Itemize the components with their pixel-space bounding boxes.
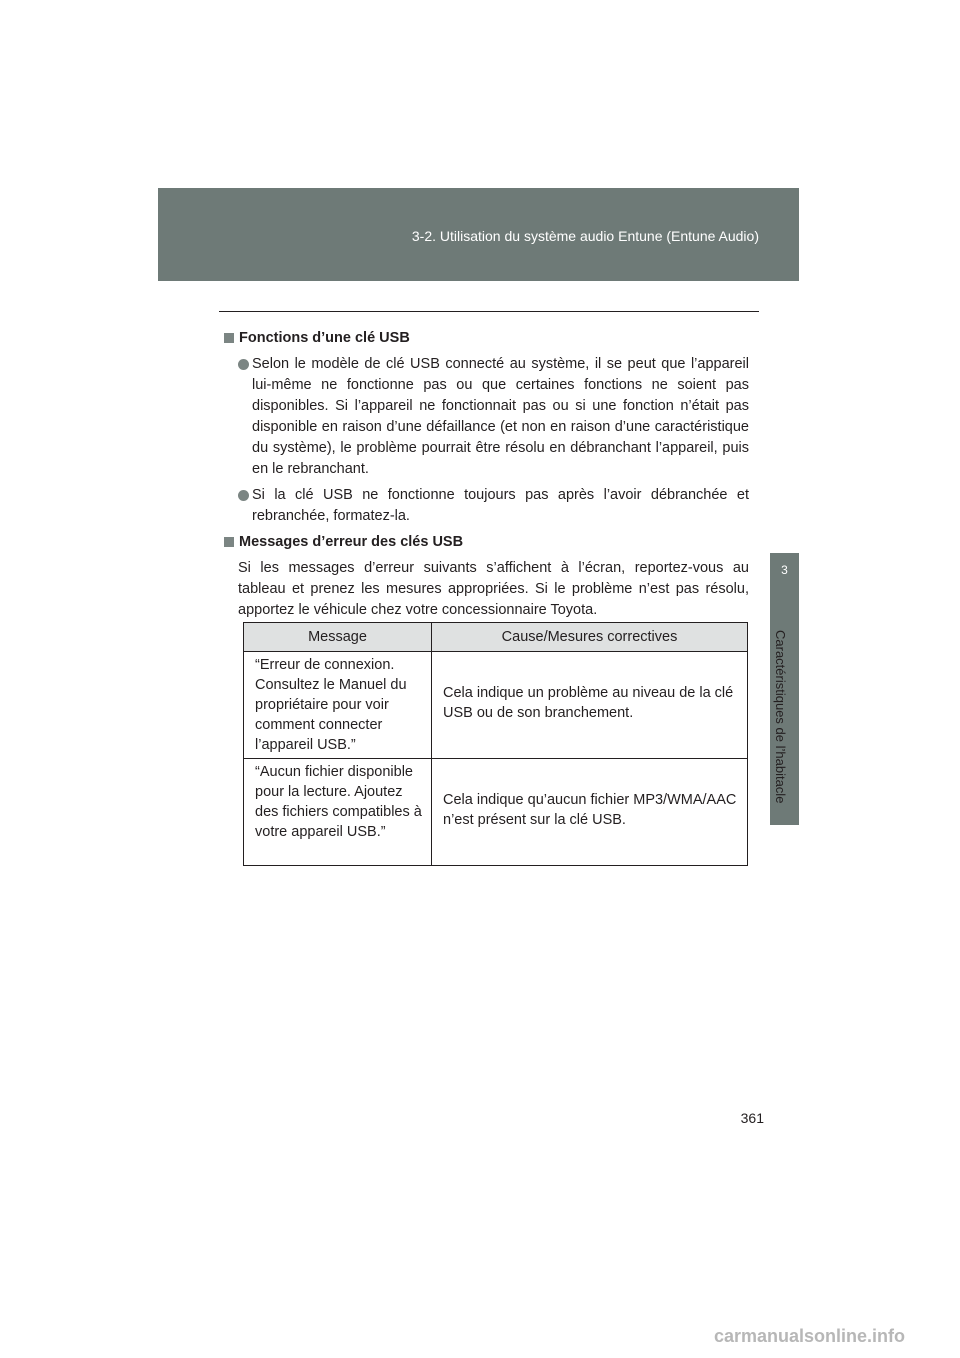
bullet-text: Si la clé USB ne fonctionne toujours pas après l’avoir débranchée et rebranchée, formatez-la. bbox=[252, 487, 749, 524]
section-heading-usb-functions bbox=[221, 328, 749, 349]
section-heading-usb-errors bbox=[221, 532, 749, 553]
table-cell-cause-text: Cela indique qu’aucun fichier MP3/WMA/AAC n’est présent sur la clé USB. bbox=[443, 792, 737, 828]
error-messages-table bbox=[243, 622, 748, 866]
chapter-header-band bbox=[158, 188, 799, 281]
square-bullet-icon bbox=[224, 537, 234, 547]
table-row bbox=[244, 758, 747, 865]
section-paragraph: Si les messages d’erreur suivants s’affichent à l’écran, reportez-vous au tableau et prenez les mesures appropriées. Si le problème n’est pas résolu, apportez le véhicule chez votre concessionnaire Toyota. bbox=[238, 560, 749, 618]
table-cell-message: “Aucun fichier disponible pour la lecture. Ajoutez des fichiers compatibles à votre appareil USB.” bbox=[244, 759, 432, 865]
table-cell-cause-text: Cela indique un problème au niveau de la clé USB ou de son branchement. bbox=[443, 685, 734, 721]
heading-text: Messages d’erreur des clés USB bbox=[239, 534, 464, 550]
table-cell-cause bbox=[432, 652, 747, 758]
section-divider bbox=[219, 311, 759, 312]
watermark: carmanualsonline.info bbox=[714, 1326, 906, 1346]
table-cell-message: “Erreur de connexion. Consultez le Manuel du propriétaire pour voir comment connecter l’appareil USB.” bbox=[244, 652, 432, 758]
bullet-item bbox=[221, 354, 749, 480]
page-number: 361 bbox=[740, 1110, 764, 1126]
table-header-message: Message bbox=[244, 623, 432, 651]
bullet-item bbox=[221, 485, 749, 527]
table-cell-cause bbox=[432, 759, 747, 865]
chapter-number: 3 bbox=[781, 563, 788, 577]
table-header-row bbox=[244, 623, 747, 652]
bullet-text: Selon le modèle de clé USB connecté au système, il se peut que l’appareil lui-même ne fonctionne pas ou que certaines fonctions ne soient pas disponibles. Si l’appareil ne fonctionnait pas ou si une fonction n’était pas disponible en raison d’une défaillance (et non en raison d’une caractéristique du système), le problème pourrait être résolu en débranchant l’appareil, puis en le rebranchant. bbox=[252, 356, 749, 477]
square-bullet-icon bbox=[224, 333, 234, 343]
table-header-cause: Cause/Mesures correctives bbox=[501, 629, 678, 645]
chapter-title: 3-2. Utilisation du système audio Entune (Entune Audio) bbox=[411, 228, 759, 244]
chapter-side-label: Caractéristiques de l’habitacle bbox=[773, 630, 788, 804]
circle-bullet-icon bbox=[238, 359, 249, 370]
heading-text: Fonctions d’une clé USB bbox=[239, 330, 410, 346]
circle-bullet-icon bbox=[238, 490, 249, 501]
page-content bbox=[221, 328, 749, 621]
table-row bbox=[244, 652, 747, 758]
